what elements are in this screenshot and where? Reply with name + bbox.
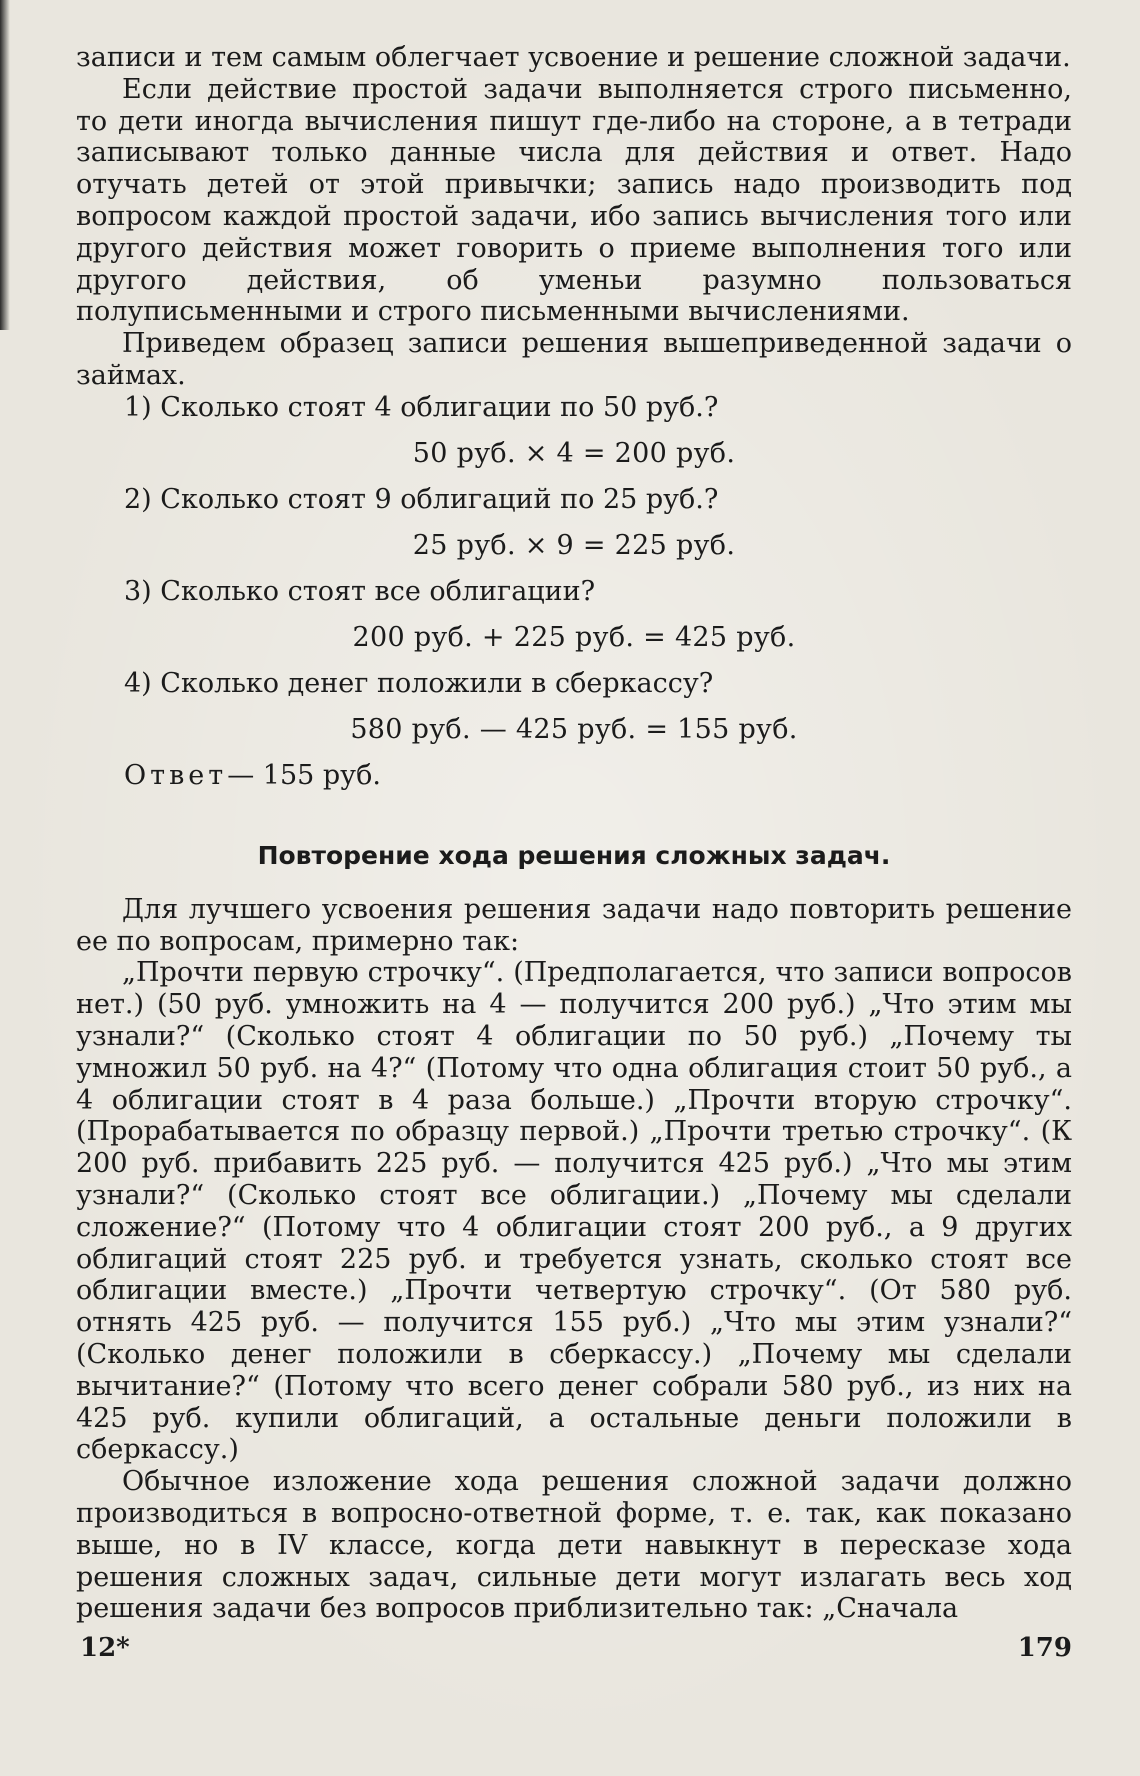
step-calc-2: 25 руб. × 9 = 225 руб. — [412, 529, 736, 561]
signature-mark: 12* — [80, 1633, 130, 1663]
step-question-4: 4) Сколько денег положили в сберкассу? — [124, 667, 714, 699]
paragraph-continuation: записи и тем самым облегчает усвоение и решение сложной задачи. — [76, 42, 1071, 73]
step-question-2: 2) Сколько стоят 9 облигаций по 25 руб.? — [124, 483, 719, 515]
paragraph-sample-intro: Приведем образец записи решения вышеприведенной задачи о займах. — [76, 328, 1072, 391]
step-question-1: 1) Сколько стоят 4 облигации по 50 руб.? — [124, 391, 719, 423]
top-text-block — [76, 42, 1072, 392]
page-edge-shadow — [0, 0, 10, 330]
answer-label: Ответ — [124, 759, 228, 791]
paragraph-written-calculation: Если действие простой задачи выполняется строго письменно, то дети иногда вычисления пишут где-либо на стороне, а в тетради записывают только данные числа для действия и ответ. Надо отучать детей от этой привычки; запись надо производить под вопросом каждой простой задачи, ибо запись вычисления того или другого действия может говорить о приеме выполнения того или другого действия, об уменьи разумно пользоваться полуписьменными и строго письменными вычислениями. — [76, 73, 1072, 328]
step-question-3: 3) Сколько стоят все облигации? — [124, 575, 596, 607]
step-calc-1: 50 руб. × 4 = 200 руб. — [412, 437, 736, 469]
bottom-text-block — [76, 894, 1072, 1625]
section-heading: Повторение хода решения сложных задач. — [257, 840, 891, 870]
page-number: 179 — [1017, 1633, 1072, 1663]
step-calc-4: 580 руб. — 425 руб. = 155 руб. — [350, 713, 798, 745]
answer-line — [76, 760, 1072, 792]
paragraph-repeat-intro: Для лучшего усвоения решения задачи надо повторить решение ее по вопросам, примерно так: — [76, 893, 1072, 957]
step-calc-3: 200 руб. + 225 руб. = 425 руб. — [352, 621, 796, 653]
paragraph-dialogue: „Прочти первую строчку“. (Предполагается, что записи вопросов нет.) (50 руб. умножить на 4 — получится 200 руб.) „Что этим мы узнали?“ (Сколько стоят 4 облигации по 50 руб.) „Почему ты умножил 50 руб. на 4?“ (Потому что одна облигация стоит 50 руб., а 4 облигации стоят в 4 раза больше.) „Прочти вторую строчку“. (Прорабатывается по образцу первой.) „Прочти третью строчку“. (К 200 руб. прибавить 225 руб. — получится 425 руб.) „Что мы этим узнали?“ (Сколько стоят все облигации.) „Почему мы сделали сложение?“ (Потому что 4 облигации стоят 200 руб., а 9 других облигаций стоят 225 руб. и требуется узнать, сколько стоят все облигации вместе.) „Прочти четвертую строчку“. (От 580 руб. отнять 425 руб. — получится 155 руб.) „Что мы этим узнали?“ (Сколько денег положили в сберкассу.) „Почему мы сделали вычитание?“ (Потому что всего денег собрали 580 руб., из них на 425 руб. купили облигаций, а остальные деньги положили в сберкассу.) — [76, 957, 1072, 1466]
paragraph-usual-exposition: Обычное изложение хода решения сложной задачи должно производиться в вопросно-ответной форме, т. е. так, как показано выше, но в IV классе, когда дети навыкнут в пересказе хода решения сложных задач, сильные дети могут излагать весь ход решения задачи без вопросов приблизительно так: „Сначала — [76, 1466, 1072, 1625]
answer-value: — 155 руб. — [227, 759, 381, 791]
solution-steps — [76, 392, 1072, 792]
